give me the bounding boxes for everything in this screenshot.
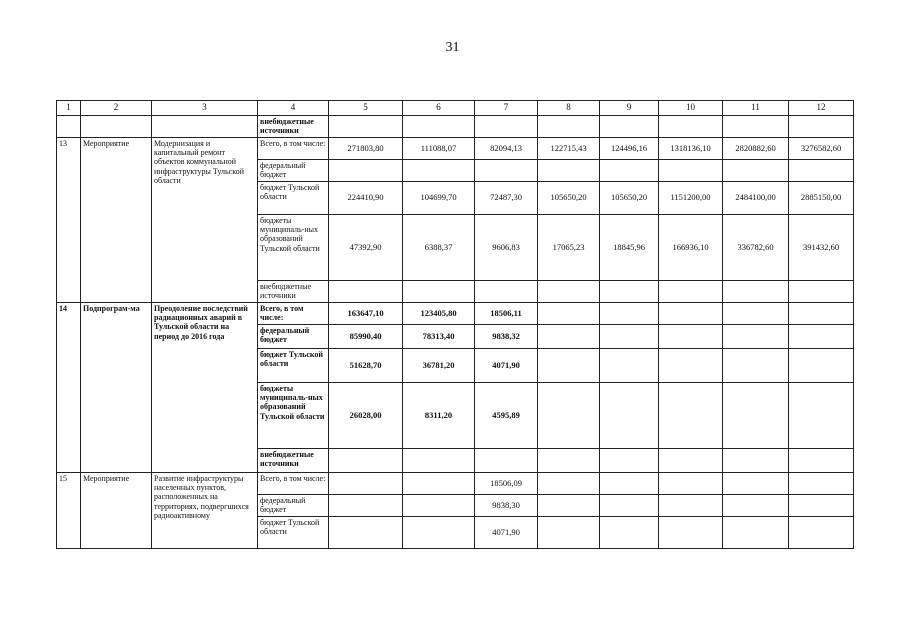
funding-source: бюджет Тульской области (258, 182, 329, 215)
value-cell: 72487,30 (475, 182, 538, 215)
value-cell: 4595,89 (475, 383, 538, 449)
value-cell (475, 160, 538, 182)
column-header: 3 (152, 101, 258, 116)
column-header: 2 (81, 101, 152, 116)
value-cell (475, 449, 538, 473)
value-cell (723, 325, 789, 349)
value-cell (600, 449, 659, 473)
value-cell (329, 281, 403, 303)
funding-source: бюджеты муниципаль-ных образований Тульской области (258, 383, 329, 449)
value-cell (403, 160, 475, 182)
column-header: 4 (258, 101, 329, 116)
value-cell (600, 517, 659, 549)
column-header: 1 (57, 101, 81, 116)
value-cell (789, 303, 854, 325)
funding-source: Всего, в том числе: (258, 138, 329, 160)
funding-source: федеральный бюджет (258, 325, 329, 349)
value-cell (538, 383, 600, 449)
column-header: 12 (789, 101, 854, 116)
value-cell: 85990,40 (329, 325, 403, 349)
row-number: 15 (57, 473, 81, 549)
value-cell: 9838,32 (475, 325, 538, 349)
value-cell: 18845,96 (600, 215, 659, 281)
value-cell (723, 473, 789, 495)
funding-source: бюджеты муниципаль-ных образований Тульской области (258, 215, 329, 281)
column-header: 8 (538, 101, 600, 116)
value-cell: 111088,07 (403, 138, 475, 160)
value-cell: 18506,11 (475, 303, 538, 325)
value-cell (789, 325, 854, 349)
value-cell: 123405,80 (403, 303, 475, 325)
value-cell (329, 160, 403, 182)
value-cell (723, 449, 789, 473)
value-cell (723, 495, 789, 517)
value-cell (403, 495, 475, 517)
value-cell (789, 383, 854, 449)
value-cell (329, 449, 403, 473)
column-header: 7 (475, 101, 538, 116)
column-header: 5 (329, 101, 403, 116)
value-cell (600, 473, 659, 495)
value-cell (538, 449, 600, 473)
value-cell (659, 303, 723, 325)
value-cell: 336782,60 (723, 215, 789, 281)
value-cell (600, 281, 659, 303)
funding-source: бюджет Тульской области (258, 349, 329, 383)
value-cell: 105650,20 (600, 182, 659, 215)
row-type: Мероприятие (81, 473, 152, 549)
value-cell (403, 517, 475, 549)
program-funding-table (56, 100, 854, 549)
value-cell (659, 495, 723, 517)
value-cell: 2484100,00 (723, 182, 789, 215)
value-cell (789, 449, 854, 473)
row-number: 14 (57, 303, 81, 473)
value-cell: 36781,20 (403, 349, 475, 383)
row-name: Преодоление последствий радиационных аварий в Тульской области на период до 2016 года (152, 303, 258, 473)
value-cell: 51628,70 (329, 349, 403, 383)
column-header: 6 (403, 101, 475, 116)
value-cell (600, 383, 659, 449)
value-cell: 47392,90 (329, 215, 403, 281)
value-cell (538, 473, 600, 495)
continuation-row (57, 116, 854, 138)
value-cell (403, 473, 475, 495)
value-cell (659, 325, 723, 349)
value-cell: 2885150,00 (789, 182, 854, 215)
value-cell (403, 449, 475, 473)
funding-source: внебюджетные источники (258, 116, 329, 138)
header-row (57, 101, 854, 116)
value-cell: 4071,90 (475, 517, 538, 549)
value-cell: 3276582,60 (789, 138, 854, 160)
value-cell: 104699,70 (403, 182, 475, 215)
value-cell: 124496,16 (600, 138, 659, 160)
value-cell (475, 281, 538, 303)
table-row (57, 303, 854, 325)
value-cell: 9606,83 (475, 215, 538, 281)
funding-source: внебюджетные источники (258, 281, 329, 303)
value-cell: 2820882,60 (723, 138, 789, 160)
value-cell (659, 449, 723, 473)
value-cell (403, 281, 475, 303)
value-cell: 6388,37 (403, 215, 475, 281)
value-cell (538, 160, 600, 182)
value-cell: 18506,09 (475, 473, 538, 495)
value-cell: 78313,40 (403, 325, 475, 349)
value-cell (659, 383, 723, 449)
value-cell (723, 383, 789, 449)
row-number: 13 (57, 138, 81, 303)
value-cell (789, 281, 854, 303)
value-cell (600, 349, 659, 383)
table-row (57, 473, 854, 495)
value-cell (723, 303, 789, 325)
page-number: 31 (445, 40, 460, 55)
value-cell (600, 160, 659, 182)
value-cell: 122715,43 (538, 138, 600, 160)
value-cell (600, 495, 659, 517)
value-cell (659, 281, 723, 303)
value-cell (329, 495, 403, 517)
funding-source: Всего, в том числе: (258, 473, 329, 495)
value-cell (789, 349, 854, 383)
column-header: 11 (723, 101, 789, 116)
value-cell: 224410,90 (329, 182, 403, 215)
value-cell (659, 517, 723, 549)
value-cell (723, 349, 789, 383)
value-cell (329, 517, 403, 549)
value-cell: 8311,20 (403, 383, 475, 449)
value-cell: 105650,20 (538, 182, 600, 215)
value-cell (789, 517, 854, 549)
value-cell: 271803,80 (329, 138, 403, 160)
funding-source: федеральный бюджет (258, 160, 329, 182)
value-cell: 26028,00 (329, 383, 403, 449)
funding-source: федеральный бюджет (258, 495, 329, 517)
value-cell (659, 349, 723, 383)
value-cell (723, 160, 789, 182)
value-cell (789, 473, 854, 495)
row-name: Развитие инфраструктуры населенных пунктов, расположенных на территориях, подвергшихся радиоактивному (152, 473, 258, 549)
value-cell (723, 281, 789, 303)
value-cell: 17065,23 (538, 215, 600, 281)
value-cell (538, 303, 600, 325)
value-cell (789, 495, 854, 517)
table-row (57, 138, 854, 160)
value-cell: 1151200,00 (659, 182, 723, 215)
value-cell (789, 160, 854, 182)
value-cell: 4071,90 (475, 349, 538, 383)
value-cell (538, 495, 600, 517)
value-cell (659, 473, 723, 495)
value-cell: 82094,13 (475, 138, 538, 160)
funding-source: бюджет Тульской области (258, 517, 329, 549)
row-type: Мероприятие (81, 138, 152, 303)
value-cell (600, 303, 659, 325)
value-cell: 9838,30 (475, 495, 538, 517)
value-cell (538, 517, 600, 549)
value-cell: 1318136,10 (659, 138, 723, 160)
value-cell (659, 160, 723, 182)
column-header: 10 (659, 101, 723, 116)
value-cell (329, 473, 403, 495)
value-cell (538, 281, 600, 303)
funding-source: Всего, в том числе: (258, 303, 329, 325)
value-cell (600, 325, 659, 349)
value-cell: 166936,10 (659, 215, 723, 281)
funding-source: внебюджетные источники (258, 449, 329, 473)
value-cell (538, 349, 600, 383)
column-header: 9 (600, 101, 659, 116)
value-cell (538, 325, 600, 349)
value-cell (723, 517, 789, 549)
row-type: Подпрограм-ма (81, 303, 152, 473)
row-name: Модернизация и капитальный ремонт объектов коммунальной инфраструктуры Тульской области (152, 138, 258, 303)
value-cell: 391432,60 (789, 215, 854, 281)
value-cell: 163647,10 (329, 303, 403, 325)
